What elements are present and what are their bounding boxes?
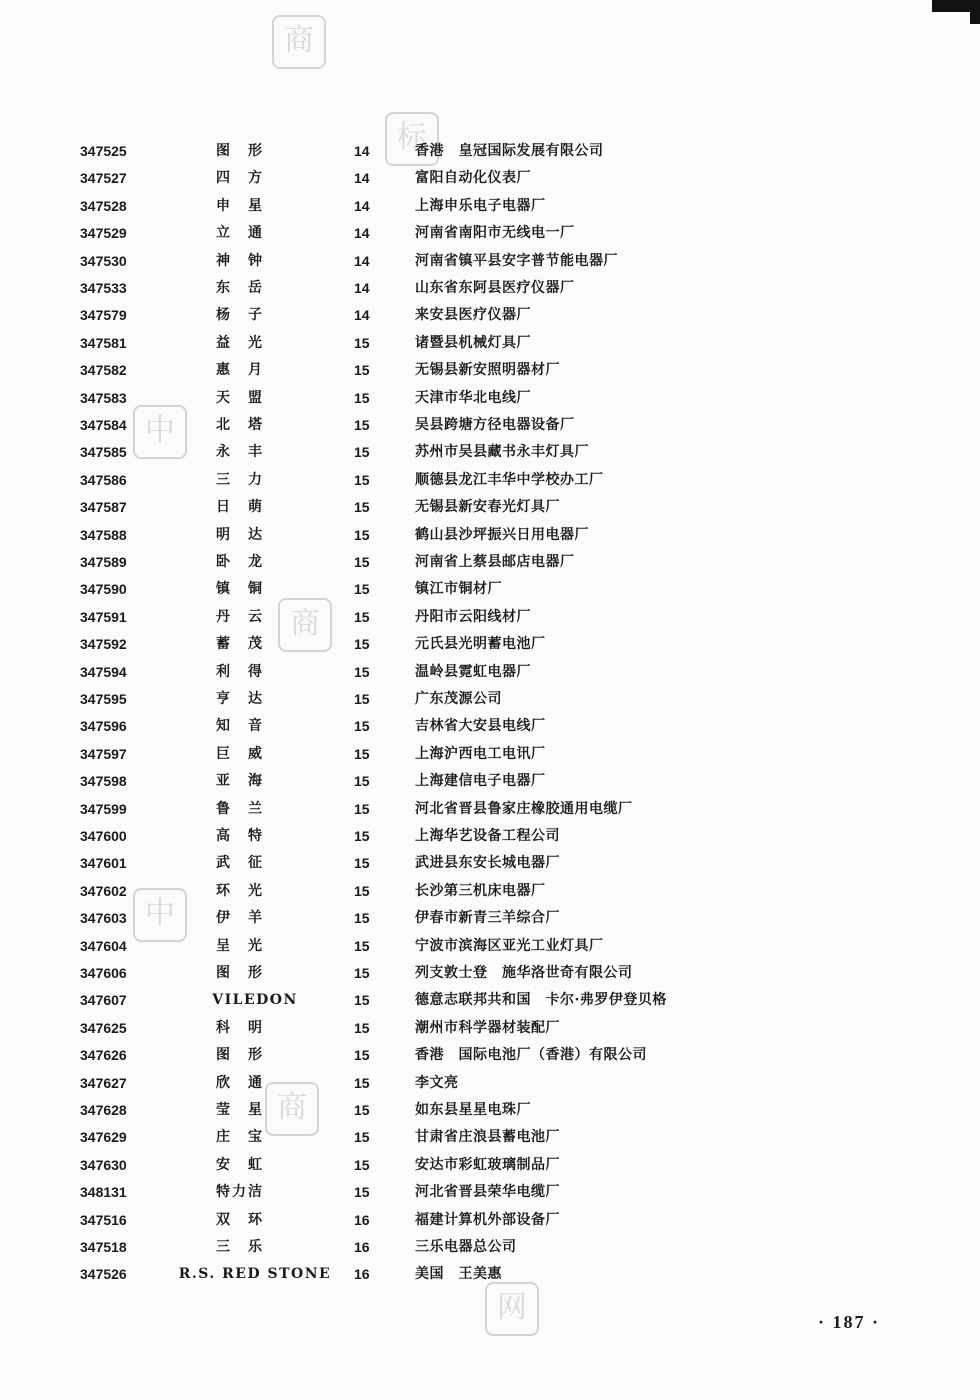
trademark-name: 杨 子 (216, 307, 264, 323)
registration-number: 347590 (80, 581, 127, 597)
registrant-name: 甘肃省庄浪县蓄电池厂 (415, 1129, 560, 1145)
goods-class: 15 (354, 1184, 370, 1200)
registrant-name: 富阳自动化仪表厂 (415, 170, 531, 186)
registrant-name: 河南省镇平县安字普节能电器厂 (415, 253, 618, 269)
trademark-name: 永 丰 (216, 444, 264, 460)
watermark-stamp: 标 (385, 112, 439, 166)
table-row (0, 688, 980, 710)
goods-class: 14 (354, 170, 370, 186)
table-row (0, 935, 980, 957)
registration-number: 347630 (80, 1157, 127, 1173)
goods-class: 16 (354, 1212, 370, 1228)
table-row (0, 167, 980, 189)
trademark-name: 立 通 (216, 225, 264, 241)
trademark-name: 双 环 (216, 1212, 264, 1228)
goods-class: 15 (354, 1129, 370, 1145)
table-row (0, 743, 980, 765)
registrant-name: 吉林省大安县电线厂 (415, 718, 546, 734)
trademark-name: 神 钟 (216, 253, 264, 269)
table-row (0, 250, 980, 272)
goods-class: 15 (354, 1075, 370, 1091)
trademark-name: 安 虹 (216, 1157, 264, 1173)
goods-class: 15 (354, 609, 370, 625)
registrant-name: 广东茂源公司 (415, 691, 502, 707)
goods-class: 15 (354, 554, 370, 570)
table-row (0, 633, 980, 655)
registrant-name: 福建计算机外部设备厂 (415, 1212, 560, 1228)
registration-number: 347629 (80, 1129, 127, 1145)
table-row (0, 606, 980, 628)
table-row (0, 1099, 980, 1121)
table-row (0, 1017, 980, 1039)
registrant-name: 如东县星星电珠厂 (415, 1102, 531, 1118)
trademark-name: 巨 威 (216, 746, 264, 762)
registration-number: 347592 (80, 636, 127, 652)
goods-class: 16 (354, 1266, 370, 1282)
table-row (0, 880, 980, 902)
registration-number: 347528 (80, 198, 127, 214)
goods-class: 15 (354, 1102, 370, 1118)
trademark-name: 蓄 茂 (216, 636, 264, 652)
goods-class: 15 (354, 636, 370, 652)
trademark-name: 惠 月 (216, 362, 264, 378)
goods-class: 14 (354, 307, 370, 323)
registration-number: 347602 (80, 883, 127, 899)
goods-class: 15 (354, 417, 370, 433)
registrant-name: 镇江市铜材厂 (415, 581, 502, 597)
registration-number: 347600 (80, 828, 127, 844)
trademark-name: 图 形 (216, 965, 264, 981)
registration-number: 347591 (80, 609, 127, 625)
table-row (0, 1236, 980, 1258)
table-row (0, 524, 980, 546)
table-row (0, 222, 980, 244)
registration-number: 347589 (80, 554, 127, 570)
trademark-name: 科 明 (216, 1020, 264, 1036)
table-row (0, 578, 980, 600)
table-row (0, 496, 980, 518)
goods-class: 14 (354, 198, 370, 214)
registration-number: 347533 (80, 280, 127, 296)
goods-class: 15 (354, 472, 370, 488)
goods-class: 15 (354, 444, 370, 460)
table-row (0, 798, 980, 820)
registrant-name: 上海建信电子电器厂 (415, 773, 546, 789)
table-row (0, 770, 980, 792)
registrant-name: 顺德县龙江丰华中学校办工厂 (415, 472, 604, 488)
table-row (0, 441, 980, 463)
table-row (0, 661, 980, 683)
registration-number: 347607 (80, 992, 127, 1008)
trademark-name: 图 形 (216, 1047, 264, 1063)
goods-class: 15 (354, 883, 370, 899)
table-row (0, 469, 980, 491)
goods-class: 15 (354, 335, 370, 351)
table-row (0, 1181, 980, 1203)
trademark-name: 三 乐 (216, 1239, 264, 1255)
goods-class: 14 (354, 225, 370, 241)
registration-number: 347530 (80, 253, 127, 269)
trademark-name: 欣 通 (216, 1075, 264, 1091)
registrant-name: 吴县跨塘方径电器设备厂 (415, 417, 575, 433)
registration-number: 347582 (80, 362, 127, 378)
registrant-name: 李文亮 (415, 1075, 459, 1091)
registrant-name: 长沙第三机床电器厂 (415, 883, 546, 899)
trademark-name: 图 形 (216, 143, 264, 159)
trademark-name: 亨 达 (216, 691, 264, 707)
trademark-name: 伊 羊 (216, 910, 264, 926)
trademark-name: 天 盟 (216, 390, 264, 406)
registration-number: 347628 (80, 1102, 127, 1118)
registration-number: 347588 (80, 527, 127, 543)
registration-number: 347601 (80, 855, 127, 871)
table-row (0, 332, 980, 354)
goods-class: 15 (354, 910, 370, 926)
goods-class: 16 (354, 1239, 370, 1255)
registrant-name: 上海沪西电工电讯厂 (415, 746, 546, 762)
table-row (0, 962, 980, 984)
registration-number: 347625 (80, 1020, 127, 1036)
table-row (0, 825, 980, 847)
registrant-name: 来安县医疗仪器厂 (415, 307, 531, 323)
registrant-name: 三乐电器总公司 (415, 1239, 517, 1255)
table-row (0, 1154, 980, 1176)
goods-class: 14 (354, 253, 370, 269)
registrant-name: 河北省晋县鲁家庄橡胶通用电缆厂 (415, 801, 633, 817)
registrant-name: 香港 皇冠国际发展有限公司 (415, 143, 604, 159)
registration-number: 347581 (80, 335, 127, 351)
goods-class: 15 (354, 965, 370, 981)
registration-number: 347526 (80, 1266, 127, 1282)
registration-number: 348131 (80, 1184, 127, 1200)
watermark-stamp: 商 (265, 1082, 319, 1136)
registration-number: 347598 (80, 773, 127, 789)
trademark-name: 镇 铜 (216, 581, 264, 597)
registrant-name: 山东省东阿县医疗仪器厂 (415, 280, 575, 296)
table-row (0, 1263, 980, 1285)
trademark-name: 益 光 (216, 335, 264, 351)
table-row (0, 551, 980, 573)
trademark-name: 明 达 (216, 527, 264, 543)
goods-class: 15 (354, 499, 370, 515)
goods-class: 15 (354, 718, 370, 734)
goods-class: 15 (354, 527, 370, 543)
trademark-name: 卧 龙 (216, 554, 264, 570)
table-row (0, 1126, 980, 1148)
trademark-name: 特力洁 (216, 1184, 264, 1200)
watermark-stamp: 商 (272, 15, 326, 69)
trademark-name: R.S. RED STONE (178, 1266, 332, 1282)
registrant-name: 温岭县霓虹电器厂 (415, 664, 531, 680)
registrant-name: 上海申乐电子电器厂 (415, 198, 546, 214)
goods-class: 15 (354, 1047, 370, 1063)
trademark-name: 丹 云 (216, 609, 264, 625)
registrant-name: 元氏县光明蓄电池厂 (415, 636, 546, 652)
goods-class: 15 (354, 581, 370, 597)
goods-class: 14 (354, 280, 370, 296)
trademark-name: 知 音 (216, 718, 264, 734)
registration-number: 347594 (80, 664, 127, 680)
goods-class: 15 (354, 773, 370, 789)
trademark-name: 三 力 (216, 472, 264, 488)
registration-number: 347627 (80, 1075, 127, 1091)
table-row (0, 387, 980, 409)
registrant-name: 河南省南阳市无线电一厂 (415, 225, 575, 241)
goods-class: 15 (354, 992, 370, 1008)
registration-number: 347527 (80, 170, 127, 186)
table-row (0, 907, 980, 929)
registrant-name: 苏州市吴县藏书永丰灯具厂 (415, 444, 589, 460)
registration-number: 347525 (80, 143, 127, 159)
registration-number: 347595 (80, 691, 127, 707)
goods-class: 15 (354, 664, 370, 680)
table-row (0, 195, 980, 217)
registrant-name: 诸暨县机械灯具厂 (415, 335, 531, 351)
watermark-stamp: 商 (278, 598, 332, 652)
registration-number: 347529 (80, 225, 127, 241)
registration-number: 347596 (80, 718, 127, 734)
trademark-name: 亚 海 (216, 773, 264, 789)
trademark-name: 鲁 兰 (216, 801, 264, 817)
registration-number: 347579 (80, 307, 127, 323)
registrant-name: 宁波市滨海区亚光工业灯具厂 (415, 938, 604, 954)
goods-class: 15 (354, 390, 370, 406)
registration-number: 347603 (80, 910, 127, 926)
registrant-name: 上海华艺设备工程公司 (415, 828, 560, 844)
registration-number: 347518 (80, 1239, 127, 1255)
table-row (0, 852, 980, 874)
table-row (0, 1072, 980, 1094)
goods-class: 15 (354, 1020, 370, 1036)
trademark-name: 莹 星 (216, 1102, 264, 1118)
trademark-name: 申 星 (216, 198, 264, 214)
trademark-name: 武 征 (216, 855, 264, 871)
registrant-name: 武进县东安长城电器厂 (415, 855, 560, 871)
watermark-stamp: 中 (133, 405, 187, 459)
registrant-name: 香港 国际电池厂（香港）有限公司 (415, 1047, 647, 1063)
table-row (0, 359, 980, 381)
registration-number: 347516 (80, 1212, 127, 1228)
table-row (0, 1044, 980, 1066)
registrant-name: 潮州市科学器材装配厂 (415, 1020, 560, 1036)
table-row (0, 989, 980, 1011)
registrant-name: 丹阳市云阳线材厂 (415, 609, 531, 625)
registration-number: 347583 (80, 390, 127, 406)
registrant-name: 列支敦士登 施华洛世奇有限公司 (415, 965, 633, 981)
trademark-name: 日 萌 (216, 499, 264, 515)
registrant-name: 美国 王美惠 (415, 1266, 502, 1282)
registrant-name: 无锡县新安春光灯具厂 (415, 499, 560, 515)
goods-class: 15 (354, 855, 370, 871)
goods-class: 15 (354, 746, 370, 762)
trademark-name: VILEDON (212, 992, 298, 1008)
goods-class: 15 (354, 1157, 370, 1173)
registration-number: 347599 (80, 801, 127, 817)
trademark-name: 庄 宝 (216, 1129, 264, 1145)
registration-number: 347586 (80, 472, 127, 488)
trademark-name: 环 光 (216, 883, 264, 899)
table-row (0, 304, 980, 326)
registration-number: 347585 (80, 444, 127, 460)
trademark-name: 呈 光 (216, 938, 264, 954)
watermark-stamp: 中 (133, 888, 187, 942)
registrant-name: 河南省上蔡县邮店电器厂 (415, 554, 575, 570)
table-row (0, 1209, 980, 1231)
goods-class: 15 (354, 828, 370, 844)
trademark-name: 四 方 (216, 170, 264, 186)
watermark-stamp: 网 (485, 1282, 539, 1336)
goods-class: 15 (354, 938, 370, 954)
table-row (0, 140, 980, 162)
goods-class: 14 (354, 143, 370, 159)
registration-number: 347604 (80, 938, 127, 954)
goods-class: 15 (354, 691, 370, 707)
page-number: · 187 · (818, 1312, 881, 1332)
trademark-name: 东 岳 (216, 280, 264, 296)
registrant-name: 天津市华北电线厂 (415, 390, 531, 406)
table-row (0, 277, 980, 299)
registrant-name: 无锡县新安照明器材厂 (415, 362, 560, 378)
trademark-name: 高 特 (216, 828, 264, 844)
registrant-name: 伊春市新青三羊综合厂 (415, 910, 560, 926)
goods-class: 15 (354, 362, 370, 378)
registration-number: 347584 (80, 417, 127, 433)
registration-number: 347587 (80, 499, 127, 515)
registration-number: 347626 (80, 1047, 127, 1063)
registration-number: 347606 (80, 965, 127, 981)
goods-class: 15 (354, 801, 370, 817)
registrant-name: 鹤山县沙坪振兴日用电器厂 (415, 527, 589, 543)
registrant-name: 河北省晋县荣华电缆厂 (415, 1184, 560, 1200)
trademark-name: 利 得 (216, 664, 264, 680)
trademark-name: 北 塔 (216, 417, 264, 433)
registrant-name: 德意志联邦共和国 卡尔·弗罗伊登贝格 (415, 992, 667, 1008)
registration-number: 347597 (80, 746, 127, 762)
table-row (0, 414, 980, 436)
registrant-name: 安达市彩虹玻璃制品厂 (415, 1157, 560, 1173)
table-row (0, 715, 980, 737)
